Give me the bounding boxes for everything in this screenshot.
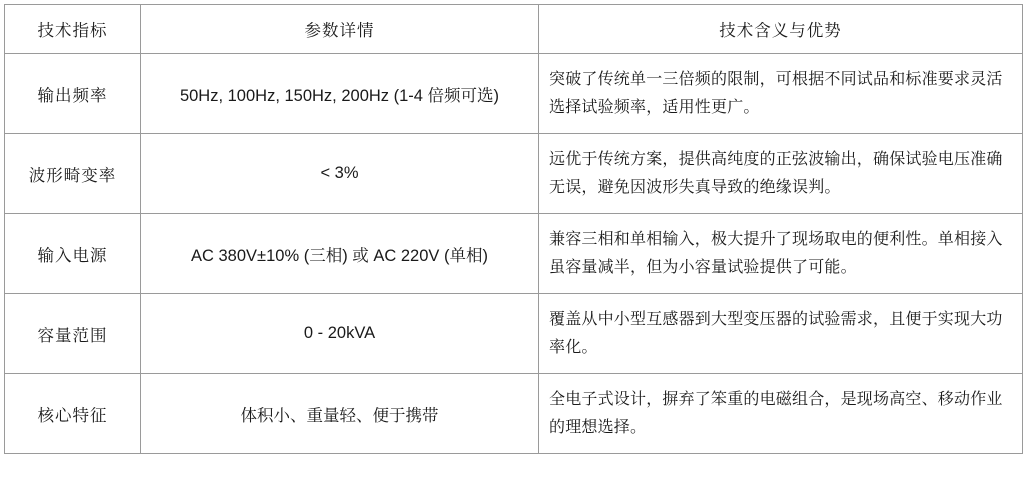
table-row xyxy=(5,54,1023,134)
specification-table xyxy=(4,4,1023,454)
table-body xyxy=(5,54,1023,454)
table-header-row xyxy=(5,5,1023,54)
cell-meaning: 兼容三相和单相输入，极大提升了现场取电的便利性。单相接入虽容量减半，但为小容量试验提供了可能。 xyxy=(539,214,1023,294)
cell-metric: 输出频率 xyxy=(5,54,141,134)
table-row xyxy=(5,134,1023,214)
cell-detail: 0 - 20kVA xyxy=(141,294,539,374)
column-header-detail: 参数详情 xyxy=(141,5,539,54)
column-header-metric: 技术指标 xyxy=(5,5,141,54)
table-header xyxy=(5,5,1023,54)
cell-meaning: 突破了传统单一三倍频的限制，可根据不同试品和标准要求灵活选择试验频率，适用性更广。 xyxy=(539,54,1023,134)
cell-detail: < 3% xyxy=(141,134,539,214)
cell-meaning: 全电子式设计，摒弃了笨重的电磁组合，是现场高空、移动作业的理想选择。 xyxy=(539,374,1023,454)
cell-metric: 核心特征 xyxy=(5,374,141,454)
table-row xyxy=(5,294,1023,374)
cell-metric: 波形畸变率 xyxy=(5,134,141,214)
cell-meaning: 覆盖从中小型互感器到大型变压器的试验需求，且便于实现大功率化。 xyxy=(539,294,1023,374)
cell-metric: 输入电源 xyxy=(5,214,141,294)
column-header-meaning: 技术含义与优势 xyxy=(539,5,1023,54)
cell-metric: 容量范围 xyxy=(5,294,141,374)
cell-detail: 体积小、重量轻、便于携带 xyxy=(141,374,539,454)
cell-detail: AC 380V±10% (三相) 或 AC 220V (单相) xyxy=(141,214,539,294)
table-row xyxy=(5,374,1023,454)
table-row xyxy=(5,214,1023,294)
cell-meaning: 远优于传统方案，提供高纯度的正弦波输出，确保试验电压准确无误，避免因波形失真导致的绝缘误判。 xyxy=(539,134,1023,214)
cell-detail: 50Hz, 100Hz, 150Hz, 200Hz (1-4 倍频可选) xyxy=(141,54,539,134)
